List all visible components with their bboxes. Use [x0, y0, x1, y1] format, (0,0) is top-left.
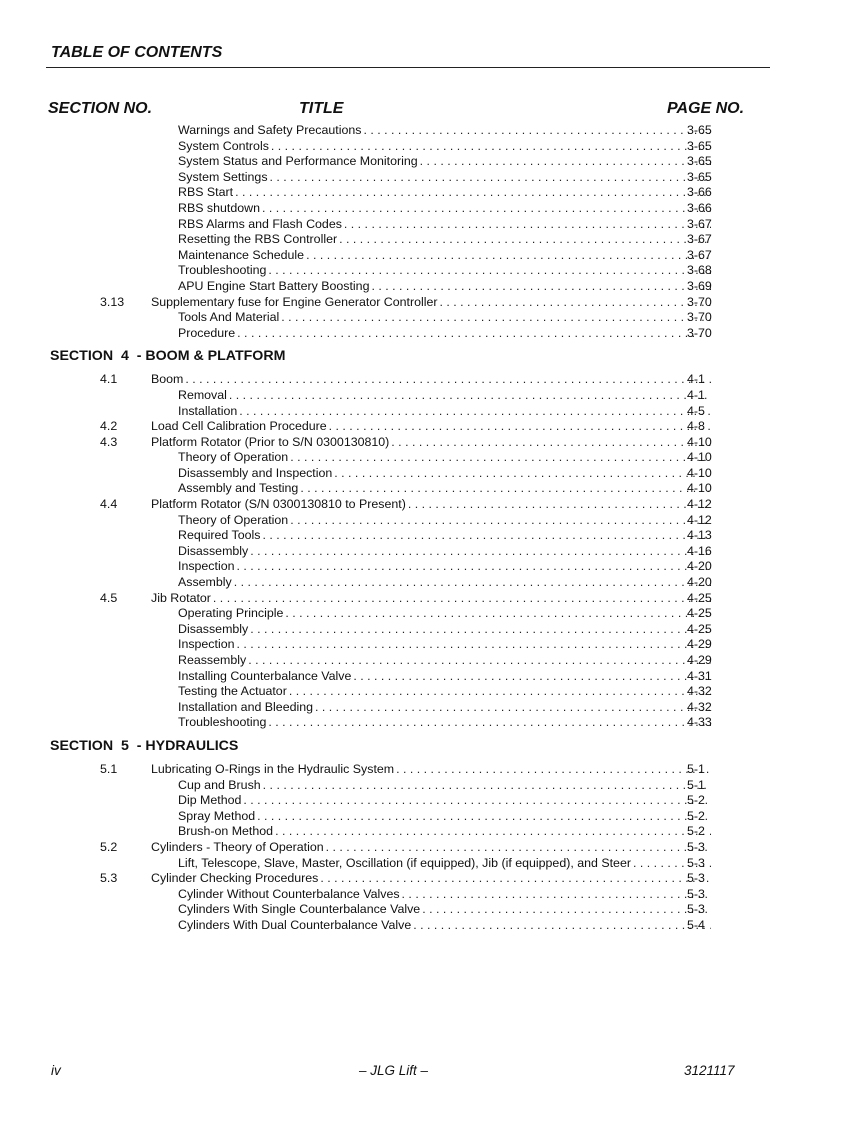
- toc-subentry: [0, 185, 866, 201]
- toc-entry-number: 5.1: [100, 761, 118, 776]
- toc-entry-title: Tools And Material: [178, 310, 280, 325]
- header-rule: [46, 67, 770, 68]
- toc-entry-line: [151, 762, 713, 778]
- dot-leader: [391, 435, 711, 451]
- toc-entry-page: 4-12: [687, 512, 712, 527]
- toc-entry-page: 3-67: [687, 216, 712, 231]
- dot-leader: [344, 217, 711, 233]
- dot-leader: [237, 326, 711, 342]
- toc-subentry: [0, 559, 866, 575]
- toc-subentry: [0, 232, 866, 248]
- toc-subentry: [0, 139, 866, 155]
- toc-entry-title: RBS Alarms and Flash Codes: [178, 216, 342, 231]
- dot-leader: [262, 528, 711, 544]
- toc-entry-line: [178, 185, 713, 201]
- toc-entry-title: Supplementary fuse for Engine Generator Controller: [151, 294, 438, 309]
- toc-entry-page: 5-3: [687, 839, 705, 854]
- dot-leader: [270, 170, 711, 186]
- toc-entry-title: Dip Method: [178, 793, 242, 808]
- dot-leader: [290, 513, 711, 529]
- toc-subentry: [0, 544, 866, 560]
- toc-entry-line: [178, 606, 713, 622]
- toc-entry: [0, 497, 866, 513]
- toc-entry-title: Installation and Bleeding: [178, 699, 314, 714]
- toc-subentry: [0, 326, 866, 342]
- toc-entry-line: [178, 653, 713, 669]
- toc-entry-page: 3-66: [687, 185, 712, 200]
- dot-leader: [353, 669, 711, 685]
- dot-leader: [326, 840, 711, 856]
- toc-entry-title: Required Tools: [178, 528, 261, 543]
- toc-entry-title: Disassembly: [178, 543, 249, 558]
- dot-leader: [275, 824, 711, 840]
- dot-leader: [268, 263, 711, 279]
- toc-entry-page: 4-20: [687, 559, 712, 574]
- toc-entry-title: Warnings and Safety Precautions: [178, 123, 362, 137]
- toc-subentry: [0, 388, 866, 404]
- section-heading-label: SECTION 5 - HYDRAULICS: [50, 737, 239, 754]
- toc-subentry: [0, 263, 866, 279]
- toc-entry-page: 5-2: [687, 793, 705, 808]
- toc-entry-page: 3-68: [687, 263, 712, 278]
- toc-subentry: [0, 513, 866, 529]
- toc-entry-title: Resetting the RBS Controller: [178, 232, 338, 247]
- toc-entry-title: System Controls: [178, 138, 269, 153]
- toc-subentry: [0, 123, 866, 139]
- toc-entry: [0, 762, 866, 778]
- toc-entry-page: 4-33: [687, 715, 712, 730]
- toc-entry-line: [178, 326, 713, 342]
- toc-entry-line: [178, 669, 713, 685]
- footer-center: – JLG Lift –: [359, 1063, 429, 1078]
- toc-entry-page: 3-65: [687, 138, 712, 153]
- toc-entry-page: 5-1: [687, 777, 705, 792]
- toc-entry-line: [178, 263, 713, 279]
- dot-leader: [306, 248, 711, 264]
- toc-subentry: [0, 669, 866, 685]
- toc-entry-page: 4-16: [687, 543, 712, 558]
- toc-entry-line: [178, 248, 713, 264]
- toc-entry-title: Cylinders With Dual Counterbalance Valve: [178, 917, 412, 932]
- toc-entry-title: Load Cell Calibration Procedure: [151, 419, 327, 434]
- toc-entry-line: [151, 372, 713, 388]
- dot-leader: [213, 591, 711, 607]
- toc-entry-page: 5-2: [687, 824, 705, 839]
- toc-entry-line: [178, 528, 713, 544]
- toc-entry-title: Maintenance Schedule: [178, 247, 305, 262]
- toc-entry-line: [178, 824, 713, 840]
- toc-entry-title: Assembly: [178, 575, 232, 590]
- footer-doc-number: 3121117: [684, 1063, 735, 1078]
- footer-page-label: iv: [51, 1063, 61, 1078]
- toc-entry-page: 4-12: [687, 497, 712, 512]
- toc-subentry: [0, 170, 866, 186]
- page-header-title: TABLE OF CONTENTS: [51, 44, 223, 61]
- toc-subentry: [0, 481, 866, 497]
- toc-entry-line: [178, 700, 713, 716]
- dot-leader: [281, 310, 711, 326]
- toc-entry-title: Brush-on Method: [178, 824, 274, 839]
- dot-leader: [234, 575, 711, 591]
- toc-entry-page: 3-70: [687, 294, 712, 309]
- toc-subentry: [0, 700, 866, 716]
- toc-entry-title: Operating Principle: [178, 606, 284, 621]
- toc-entry-title: Disassembly and Inspection: [178, 465, 333, 480]
- dot-leader: [248, 653, 711, 669]
- toc-subentry: [0, 528, 866, 544]
- toc-subentry: [0, 154, 866, 170]
- toc-entry-line: [178, 139, 713, 155]
- toc-entry-page: 4-10: [687, 481, 712, 496]
- toc-entry-page: 5-3: [687, 902, 705, 917]
- toc-subentry: [0, 279, 866, 295]
- toc-entry-page: 3-65: [687, 123, 712, 137]
- toc-entry-line: [178, 450, 713, 466]
- toc-subentry: [0, 856, 866, 872]
- toc-entry-line: [178, 481, 713, 497]
- toc-entry-line: [178, 856, 713, 872]
- dot-leader: [315, 700, 711, 716]
- dot-leader: [408, 497, 711, 513]
- toc-entry-page: 5-3: [687, 871, 705, 886]
- dot-leader: [250, 544, 711, 560]
- toc-entry-page: 4-31: [687, 668, 712, 683]
- dot-leader: [300, 481, 711, 497]
- toc-entry-title: Cup and Brush: [178, 777, 261, 792]
- toc-subentry: [0, 217, 866, 233]
- toc-subentry: [0, 918, 866, 934]
- toc-entry-title: Theory of Operation: [178, 450, 289, 465]
- toc-entry-title: Lift, Telescope, Slave, Master, Oscillation (if equipped), Jib (if equipped), and Steer: [178, 855, 631, 870]
- toc-subentry: [0, 824, 866, 840]
- toc-entry-page: 4-1: [687, 372, 705, 387]
- toc-subentry: [0, 809, 866, 825]
- toc-entry-page: 3-66: [687, 200, 712, 215]
- toc-entry-page: 3-70: [687, 310, 712, 325]
- toc-entry-number: 4.3: [100, 434, 118, 449]
- toc-entry-page: 4-13: [687, 528, 712, 543]
- toc-entry-title: Cylinders With Single Counterbalance Valve: [178, 902, 421, 917]
- column-header-section: SECTION NO.: [48, 100, 153, 117]
- toc-subentry: [0, 684, 866, 700]
- dot-leader: [371, 279, 711, 295]
- toc-entry-title: Lubricating O-Rings in the Hydraulic System: [151, 761, 395, 776]
- toc-subentry: [0, 575, 866, 591]
- toc-entry-page: 4-32: [687, 699, 712, 714]
- toc-entry-line: [178, 793, 713, 809]
- dot-leader: [329, 419, 711, 435]
- toc-entry-page: 4-1: [687, 387, 705, 402]
- dot-leader: [363, 123, 711, 139]
- toc-subentry: [0, 887, 866, 903]
- toc-entry-number: 4.2: [100, 419, 118, 434]
- dot-leader: [262, 201, 711, 217]
- toc-entry-number: 3.13: [100, 294, 125, 309]
- toc-entry-page: 4-25: [687, 590, 712, 605]
- toc-entry-line: [178, 622, 713, 638]
- toc-entry-page: 3-67: [687, 232, 712, 247]
- dot-leader: [243, 793, 711, 809]
- toc-entry-title: Cylinder Checking Procedures: [151, 871, 319, 886]
- toc-subentry: [0, 715, 866, 731]
- toc-entry-page: 5-1: [687, 761, 705, 776]
- toc-entry: [0, 591, 866, 607]
- toc-entry-line: [151, 419, 713, 435]
- toc-entry-line: [178, 902, 713, 918]
- dot-leader: [257, 809, 711, 825]
- dot-leader: [440, 295, 711, 311]
- toc-entry-line: [178, 575, 713, 591]
- toc-entry-page: 5-3: [687, 855, 705, 870]
- toc-entry: [0, 372, 866, 388]
- toc-entry-page: 4-20: [687, 575, 712, 590]
- dot-leader: [239, 404, 711, 420]
- dot-leader: [271, 139, 711, 155]
- toc-entry-page: 3-65: [687, 169, 712, 184]
- toc-entry-title: Cylinders - Theory of Operation: [151, 839, 324, 854]
- dot-leader: [268, 715, 711, 731]
- toc-subentry: [0, 404, 866, 420]
- toc-entry-title: System Status and Performance Monitoring: [178, 154, 418, 169]
- toc-entry-title: Jib Rotator: [151, 590, 211, 605]
- toc-entry-number: 4.5: [100, 590, 118, 605]
- toc-entry: [0, 435, 866, 451]
- dot-leader: [289, 684, 711, 700]
- toc-entry-page: 4-29: [687, 653, 712, 667]
- toc-subentry: [0, 606, 866, 622]
- toc-entry-title: System Settings: [178, 169, 268, 184]
- dot-leader: [235, 185, 711, 201]
- toc-entry-page: 5-4: [687, 917, 705, 932]
- toc-entry: [0, 419, 866, 435]
- toc-section-heading: [0, 349, 866, 365]
- toc-subentry: [0, 637, 866, 653]
- toc-subentry: [0, 793, 866, 809]
- toc-entry-title: Theory of Operation: [178, 512, 289, 527]
- toc-entry-title: Cylinder Without Counterbalance Valves: [178, 886, 400, 901]
- toc-entry-line: [178, 123, 713, 139]
- toc-entry: [0, 871, 866, 887]
- toc-entry-page: 4-29: [687, 637, 712, 652]
- toc-subentry: [0, 778, 866, 794]
- toc-entry-title: Testing the Actuator: [178, 684, 287, 699]
- toc-entry-page: 4-25: [687, 621, 712, 636]
- dot-leader: [185, 372, 711, 388]
- toc-entry: [0, 840, 866, 856]
- toc-entry-line: [178, 715, 713, 731]
- toc-entry-title: Installing Counterbalance Valve: [178, 668, 352, 683]
- dot-leader: [402, 887, 711, 903]
- toc-entry-line: [151, 295, 713, 311]
- toc-entry-title: Inspection: [178, 559, 235, 574]
- toc-entry-page: 3-69: [687, 278, 712, 293]
- dot-leader: [290, 450, 711, 466]
- toc-entry-title: Platform Rotator (Prior to S/N 0300130810): [151, 434, 390, 449]
- toc-entry-title: Boom: [151, 372, 184, 387]
- column-header-title: TITLE: [299, 100, 344, 117]
- dot-leader: [320, 871, 711, 887]
- toc-entry-line: [178, 918, 713, 934]
- toc-entry-title: Disassembly: [178, 621, 249, 636]
- toc-entry-title: Assembly and Testing: [178, 481, 299, 496]
- toc-entry-page: 3-65: [687, 154, 712, 169]
- toc-entry-line: [178, 513, 713, 529]
- toc-entry-line: [151, 497, 713, 513]
- toc-entry-title: Spray Method: [178, 808, 256, 823]
- toc-entry-line: [178, 388, 713, 404]
- dot-leader: [285, 606, 711, 622]
- toc-subentry: [0, 248, 866, 264]
- toc-entry-title: Troubleshooting: [178, 715, 267, 730]
- toc-entry-number: 5.3: [100, 871, 118, 886]
- toc-entry-page: 4-5: [687, 403, 705, 418]
- dot-leader: [236, 637, 711, 653]
- toc-section-heading: [0, 739, 866, 755]
- toc-entry-line: [178, 279, 713, 295]
- toc-entry-page: 4-10: [687, 434, 712, 449]
- dot-leader: [339, 232, 711, 248]
- toc-entry-line: [178, 217, 713, 233]
- toc-entry-line: [178, 170, 713, 186]
- toc-entry-line: [178, 154, 713, 170]
- section-heading-label: SECTION 4 - BOOM & PLATFORM: [50, 348, 286, 365]
- dot-leader: [229, 388, 711, 404]
- toc-entry-line: [178, 559, 713, 575]
- toc-entry: [0, 295, 866, 311]
- toc-entry-page: 3-67: [687, 247, 712, 262]
- toc-entry-page: 4-8: [687, 419, 705, 434]
- toc-entry-page: 4-10: [687, 450, 712, 465]
- toc-subentry: [0, 450, 866, 466]
- toc-entry-title: RBS Start: [178, 185, 234, 200]
- dot-leader: [236, 559, 711, 575]
- toc-entry-line: [178, 544, 713, 560]
- toc-entry-line: [151, 435, 713, 451]
- toc-entry-title: Installation: [178, 403, 238, 418]
- dot-leader: [420, 154, 711, 170]
- dot-leader: [413, 918, 711, 934]
- toc-subentry: [0, 902, 866, 918]
- toc-entry-line: [151, 871, 713, 887]
- toc-entry-page: 5-3: [687, 886, 705, 901]
- dot-leader: [422, 902, 711, 918]
- table-of-contents: [0, 123, 866, 934]
- toc-subentry: [0, 310, 866, 326]
- toc-subentry: [0, 201, 866, 217]
- toc-entry-title: Inspection: [178, 637, 235, 652]
- toc-entry-title: Troubleshooting: [178, 263, 267, 278]
- toc-subentry: [0, 653, 866, 669]
- toc-entry-number: 4.1: [100, 372, 118, 387]
- toc-subentry: [0, 466, 866, 482]
- toc-entry-line: [178, 887, 713, 903]
- toc-entry-line: [178, 778, 713, 794]
- toc-entry-title: Platform Rotator (S/N 0300130810 to Present): [151, 497, 406, 512]
- toc-entry-title: Reassembly: [178, 653, 247, 667]
- dot-leader: [263, 778, 711, 794]
- toc-entry-title: Procedure: [178, 325, 236, 340]
- toc-entry-number: 5.2: [100, 839, 118, 854]
- toc-entry-page: 4-10: [687, 465, 712, 480]
- toc-entry-title: RBS shutdown: [178, 200, 260, 215]
- toc-entry-page: 4-32: [687, 684, 712, 699]
- toc-entry-line: [178, 466, 713, 482]
- column-header-page: PAGE NO.: [667, 100, 745, 117]
- dot-leader: [396, 762, 711, 778]
- toc-entry-line: [178, 637, 713, 653]
- dot-leader: [250, 622, 711, 638]
- toc-entry-line: [178, 809, 713, 825]
- toc-entry-line: [151, 591, 713, 607]
- toc-entry-page: 5-2: [687, 808, 705, 823]
- toc-entry-line: [178, 684, 713, 700]
- dot-leader: [334, 466, 711, 482]
- toc-entry-title: APU Engine Start Battery Boosting: [178, 278, 370, 293]
- toc-entry-line: [178, 310, 713, 326]
- toc-entry-line: [151, 840, 713, 856]
- toc-entry-line: [178, 404, 713, 420]
- toc-entry-title: Removal: [178, 387, 227, 402]
- toc-entry-line: [178, 201, 713, 217]
- toc-subentry: [0, 622, 866, 638]
- toc-entry-number: 4.4: [100, 497, 118, 512]
- toc-entry-line: [178, 232, 713, 248]
- toc-entry-page: 3-70: [687, 325, 712, 340]
- toc-entry-page: 4-25: [687, 606, 712, 621]
